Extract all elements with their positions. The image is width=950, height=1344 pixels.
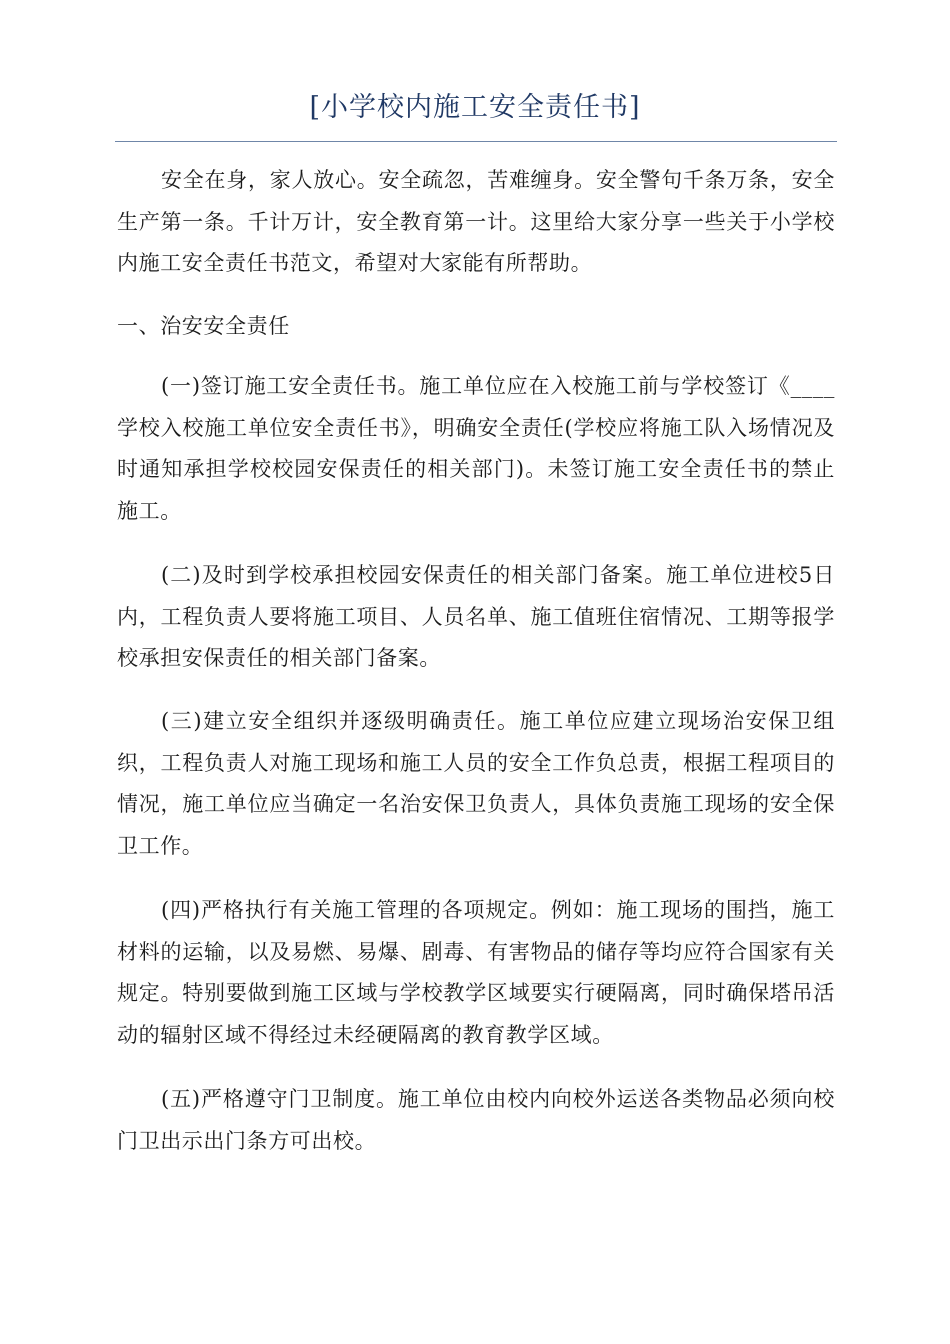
item-paragraph-5: (五)严格遵守门卫制度。施工单位由校内向校外运送各类物品必须向校门卫出示出门条方可出校。 — [117, 1087, 835, 1153]
intro-paragraph: 安全在身，家人放心。安全疏忽，苦难缠身。安全警句千条万条，安全生产第一条。千计万计，安全教育第一计。这里给大家分享一些关于小学校内施工安全责任书范文，希望对大家能有所帮助。 — [117, 168, 835, 275]
item-paragraph-1: (一)签订施工安全责任书。施工单位应在入校施工前与学校签订《____学校入校施工单位安全责任书》，明确安全责任(学校应将施工队入场情况及时通知承担学校校园安保责任的相关部门)。未签订施工安全责任书的禁止施工。 — [117, 374, 835, 523]
section-heading: 一、治安安全责任 — [117, 314, 290, 338]
document-title: [小学校内施工安全责任书] — [309, 92, 641, 123]
item-paragraph-4: (四)严格执行有关施工管理的各项规定。例如：施工现场的围挡，施工材料的运输，以及易燃、易爆、剧毒、有害物品的储存等均应符合国家有关规定。特别要做到施工区域与学校教学区域要实行硬隔离，同时确保塔吊活动的辐射区域不得经过未经硬隔离的教育教学区域。 — [117, 898, 835, 1047]
title-divider — [115, 141, 837, 142]
item-paragraph-2: (二)及时到学校承担校园安保责任的相关部门备案。施工单位进校5日内，工程负责人要将施工项目、人员名单、施工值班住宿情况、工期等报学校承担安保责任的相关部门备案。 — [117, 563, 835, 670]
item-paragraph-3: (三)建立安全组织并逐级明确责任。施工单位应建立现场治安保卫组织，工程负责人对施工现场和施工人员的安全工作负总责，根据工程项目的情况，施工单位应当确定一名治安保卫负责人，具体负责施工现场的安全保卫工作。 — [117, 709, 835, 858]
